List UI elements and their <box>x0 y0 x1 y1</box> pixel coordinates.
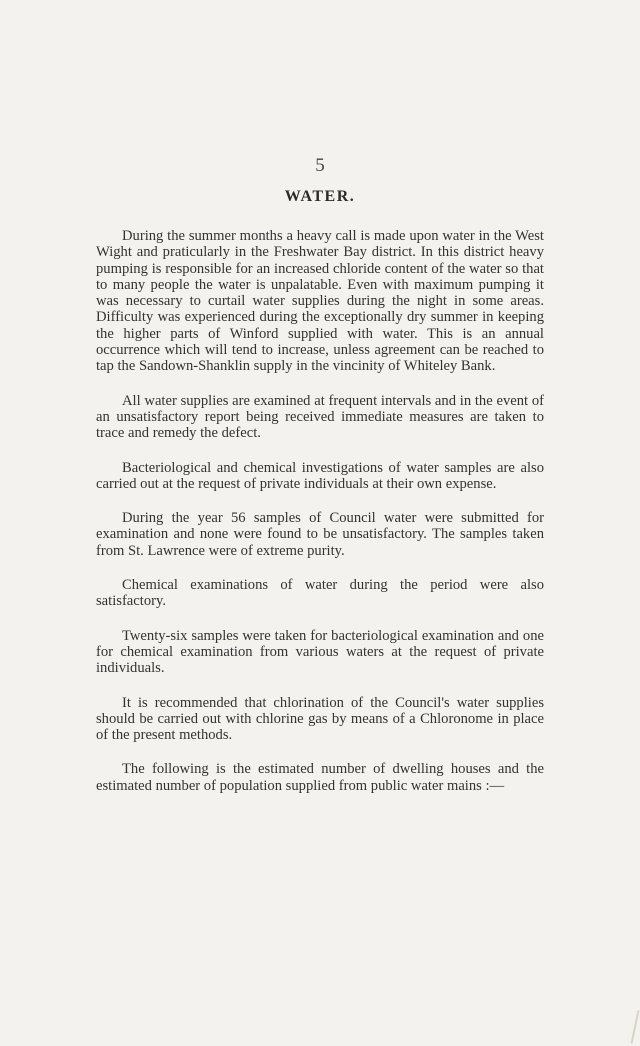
paragraph: It is recommended that chlorination of the Council's water supplies should be carried out with chlorine gas by means of a Chloronome in place of the present methods. <box>96 694 544 744</box>
paper-edge-mark <box>630 1010 639 1044</box>
paragraph: Chemical examinations of water during the period were also satisfactory. <box>96 577 544 610</box>
paragraph: The following is the estimated number of dwelling houses and the estimated number of population supplied from public water mains :— <box>96 761 544 794</box>
paragraph: During the year 56 samples of Council water were submitted for examination and none were found to be unsatisfactory. The samples taken from St. Lawrence were of extreme purity. <box>96 510 544 559</box>
paragraph: Bacteriological and chemical investigations of water samples are also carried out at the request of private individuals at their own expense. <box>96 459 544 492</box>
page-number: 5 <box>315 155 325 176</box>
paragraph: Twenty-six samples were taken for bacteriological examination and one for chemical examination from various waters at the request of private individuals. <box>96 627 544 677</box>
paragraph: All water supplies are examined at frequent intervals and in the event of an unsatisfactory report being received immediate measures are taken to trace and remedy the defect. <box>96 392 544 442</box>
section-heading: WATER. <box>284 188 356 205</box>
paragraph: During the summer months a heavy call is made upon water in the West Wight and praticularly in the Freshwater Bay district. In this district heavy pumping is responsible for an increased chloride content of the water so that to many people the water is unpalatable. Even with maximum pumping it was necessary to curtail water supplies during the night in some areas. Difficulty was experienced during the exceptionally dry summer in keeping the higher parts of Winford supplied with water. This is an annual occurrence which will tend to increase, unless agreement can be reached to tap the Sandown-Shanklin supply in the vincinity of Whiteley Bank. <box>96 228 544 375</box>
body-text <box>96 228 544 812</box>
